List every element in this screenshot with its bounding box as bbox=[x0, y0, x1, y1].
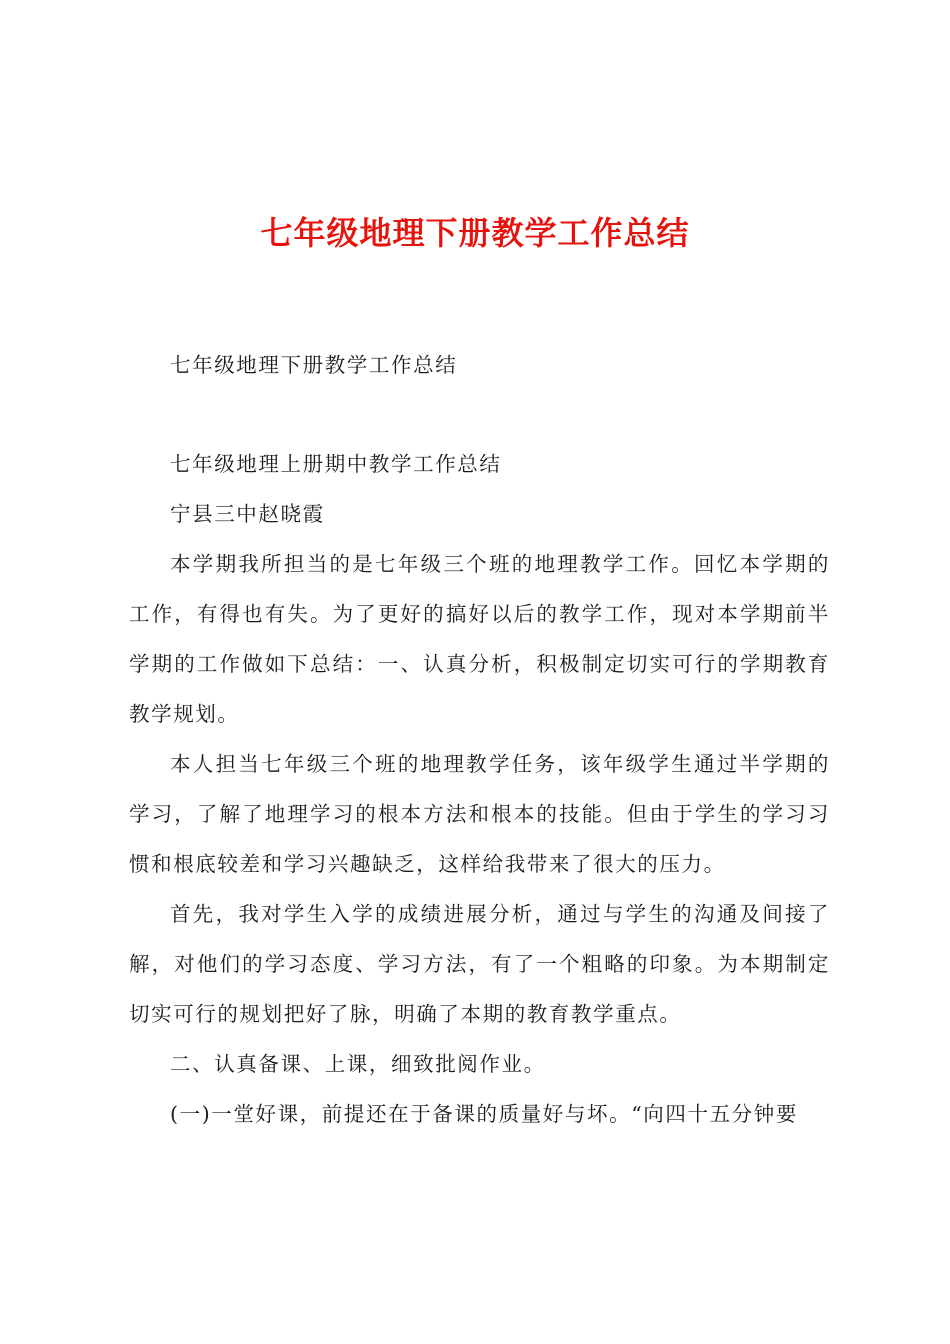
paragraph-4: 二、认真备课、上课，细致批阅作业。 bbox=[170, 1052, 546, 1076]
heading-line: 七年级地理上册期中教学工作总结 bbox=[170, 452, 502, 476]
subtitle-line: 七年级地理下册教学工作总结 bbox=[170, 353, 458, 377]
paragraph-3: 首先，我对学生入学的成绩进展分析，通过与学生的沟通及间接了解，对他们的学习态度、学习方法，有了一个粗略的印象。为本期制定切实可行的规划把好了脉，明确了本期的教育教学重点。 bbox=[129, 902, 830, 1026]
paragraph-5: (一)一堂好课，前提还在于备课的质量好与坏。“向四十五分钟要 bbox=[170, 1102, 798, 1126]
paragraph-2: 本人担当七年级三个班的地理教学任务，该年级学生通过半学期的学习，了解了地理学习的根本方法和根本的技能。但由于学生的学习习惯和根底较差和学习兴趣缺乏，这样给我带来了很大的压力。 bbox=[129, 752, 830, 876]
author-line: 宁县三中赵晓霞 bbox=[170, 502, 325, 526]
document-title: 七年级地理下册教学工作总结 bbox=[260, 214, 690, 252]
paragraph-1: 本学期我所担当的是七年级三个班的地理教学工作。回忆本学期的工作，有得也有失。为了更好的搞好以后的教学工作，现对本学期前半学期的工作做如下总结：一、认真分析，积极制定切实可行的学期教育教学规划。 bbox=[129, 552, 830, 726]
